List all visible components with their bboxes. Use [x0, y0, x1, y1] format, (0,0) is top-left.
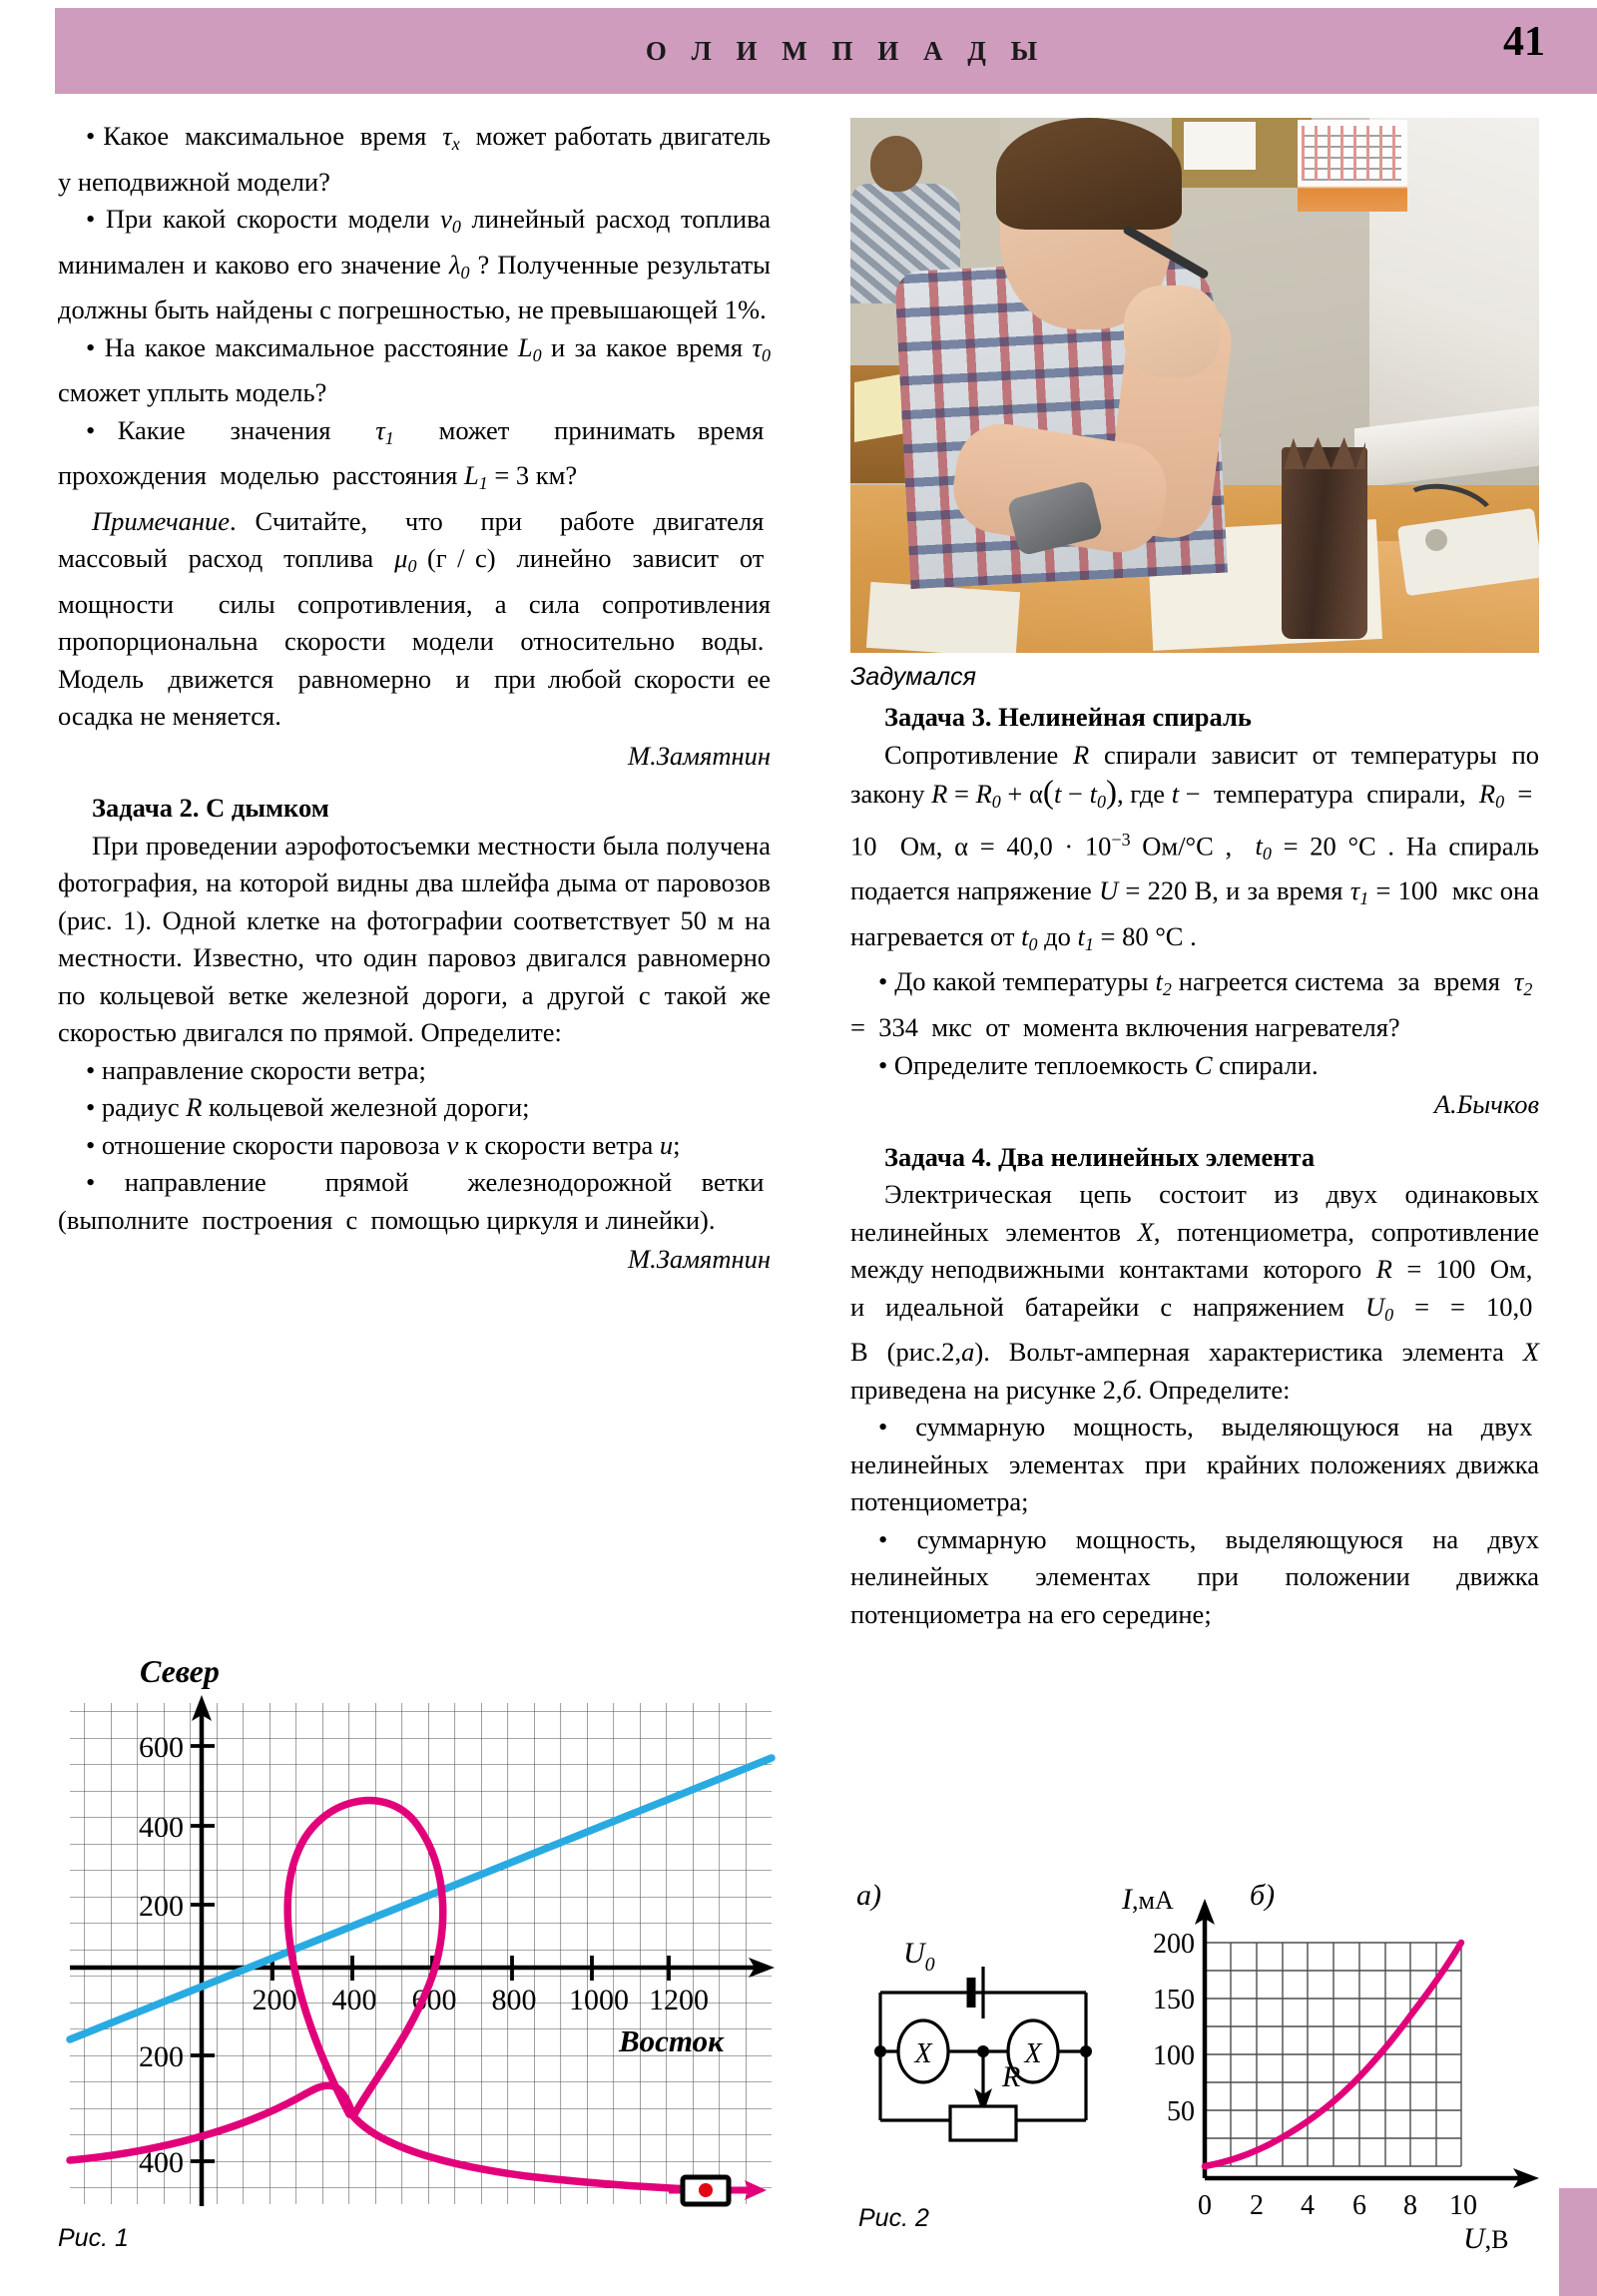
task2-bullet-4: • направление прямой железнодорожной ветки (выполните построения с помощью циркуля и линейки). [58, 1164, 771, 1239]
task2-heading: Задача 2. С дымком [92, 793, 329, 824]
axis-east-label: Восток [619, 2023, 724, 2058]
axis-north-label-text: Север [140, 1653, 220, 1689]
resistor-label: R [1002, 2060, 1021, 2093]
corner-accent-mark [1559, 2188, 1597, 2296]
svg-text:2: 2 [1250, 2190, 1264, 2221]
photo-student-hand [1124, 286, 1220, 377]
svg-text:50: 50 [1167, 2096, 1195, 2127]
task3-heading: Задача 3. Нелинейная спираль [884, 702, 1252, 732]
svg-text:8: 8 [1403, 2190, 1417, 2221]
svg-text:200: 200 [1153, 1929, 1195, 1960]
task4-body: Электрическая цепь состоит из двух одинаковых нелинейных элементов X, потенциометра, сопротивление между неподвижными контактами которого R = 100 Ом, и идеальной батарейки с напряжением $U_0$ = = 10,0 В (рис.2,а). Вольт-амперная характеристика элемента X приведена на рисунке 2,б. Определите: [850, 1179, 1540, 1405]
task2-bullet-2: • радиус R кольцевой железной дороги; [58, 1089, 771, 1127]
photo-background-student-head [870, 136, 922, 192]
junction-right [1080, 2045, 1092, 2057]
photo-board-paper [1184, 122, 1256, 170]
fig2-x-labels [1198, 2190, 1477, 2221]
figure-1-caption: Рис. 1 [58, 2224, 129, 2252]
photo-student-hair [996, 118, 1182, 230]
svg-text:600: 600 [411, 1984, 457, 2016]
left-column [58, 118, 771, 1279]
photo-student-thinking [850, 118, 1539, 653]
svg-text:200: 200 [252, 1984, 297, 2016]
task2-body: При проведении аэрофотосъемки местности была получена фотография, на которой видны два шлейфа дыма от паровозов (рис. 1). Одной клетке на фотографии соответствует 50 м на местности. Известно, что один паровоз двигался равномерно по кольцевой ветке железной дороги, а другой с такой же скоростью двигался по прямой. Определите: [58, 830, 771, 1048]
fig2-y-axis-title: I,мА [1122, 1883, 1174, 1916]
task2-bullet-3: • отношение скорости паровоза v к скорости ветра u; [58, 1127, 771, 1165]
locomotive-dot [699, 2183, 713, 2197]
element-label-left: X [914, 2038, 932, 2069]
task3-body: Сопротивление R спирали зависит от температуры по закону $R = R_0 + \alpha(t - t_0)$, где t − температура спирали, $R_0 = 10$ Ом, $\alpha = 40,0 \cdot 10^{-3}$ Ом/°С , $t_0 = 20$ °С . На спираль подается напряжение U = 220 В, и за время $\tau_1 = 100$ мкс она нагревается от $t_0$ до $t_1 = 80$ °С . [850, 739, 1540, 954]
svg-text:800: 800 [491, 1984, 537, 2016]
circuit-source-label: $U_0$ [903, 1937, 935, 1976]
figure-1-svg [58, 1685, 777, 2264]
task4-bullet-2: • суммарную мощность, выделяющуюся на двух нелинейных элементах при положении движка потенциометра на его середине; [850, 1521, 1539, 1634]
task1-bullet-2: • При какой скорости модели $v_0$ линейный расход топлива минимален и каково его значение $\lambda_0$ ? Полученные результаты должны быть найдены с погрешностью, не превышающей 1%. [58, 201, 771, 329]
svg-text:400: 400 [139, 2146, 184, 2179]
right-column [850, 699, 1539, 1633]
svg-text:600: 600 [139, 1731, 184, 1764]
photo-dark-cylinder [1282, 447, 1367, 639]
svg-text:1000: 1000 [569, 1984, 629, 2016]
author-line-2: М.Замятнин [628, 1244, 771, 1275]
figure-2 [850, 1877, 1589, 2256]
task4-bullet-1: • суммарную мощность, выделяющуюся на двух нелинейных элементах при крайних положениях движка потенциометра; [850, 1409, 1539, 1521]
task2-bullet-1: • направление скорости ветра; [58, 1052, 771, 1090]
task1-bullet-4: • Какие значения $\tau_1$ может принимать время прохождения моделью расстояния $L_1 = 3$ км? [58, 412, 771, 503]
resistor-box [950, 2106, 1016, 2140]
svg-text:400: 400 [139, 1811, 184, 1844]
task3-bullet-1: • До какой температуры $t_2$ нагреется система за время $\tau_2 = 334$ мкс от момента включения нагревателя? [850, 963, 1539, 1046]
grid [70, 1703, 772, 2204]
svg-text:400: 400 [331, 1984, 377, 2016]
author-line-1: М.Замятнин [628, 740, 771, 771]
page-title: О Л И М П И А Д Ы [645, 35, 1047, 66]
svg-text:0: 0 [1198, 2190, 1212, 2221]
task3-bullet-2: • Определите теплоемкость C спирали. [850, 1047, 1539, 1085]
svg-text:100: 100 [1153, 2040, 1195, 2071]
svg-text:6: 6 [1352, 2190, 1366, 2221]
task1-note: Примечание. Считайте, что при работе двигателя массовый расход топлива $\mu_0$ (г / с) линейно зависит от мощности силы сопротивления, а сила сопротивления пропорциональна скорости модели относительно воды. Модель движется равномерно и при любой скорости ее осадка не меняется. [58, 505, 771, 732]
figure-2-caption: Рис. 2 [858, 2204, 929, 2232]
photo-paper-sheet-2 [866, 582, 1020, 653]
fig2-grid [1205, 1943, 1461, 2166]
svg-text:4: 4 [1301, 2190, 1315, 2221]
task4-heading: Задача 4. Два нелинейных элемента [884, 1141, 1316, 1172]
page-number: 41 [1503, 19, 1545, 65]
junction-left [874, 2045, 886, 2057]
figure-2-svg [850, 1877, 1589, 2256]
task1-bullet-3: • На какое максимальное расстояние $L_0$ и за какое время $\tau_0$ сможет уплыть модель? [58, 329, 771, 412]
svg-text:200: 200 [139, 2040, 184, 2073]
element-label-right: X [1024, 2038, 1042, 2069]
photo-calendar-grid [1302, 126, 1401, 181]
task1-bullet-1: • Какое максимальное время $\tau_x$ может работать двигатель у неподвижной модели? [58, 118, 771, 201]
figure-1-chart [58, 1653, 777, 2264]
fig2-x-axis-title: U,В [1463, 2222, 1509, 2255]
photo-caption: Задумался [850, 663, 977, 691]
svg-text:150: 150 [1153, 1985, 1195, 2015]
fig2-part-b-label: б) [1250, 1879, 1276, 1912]
fig2-y-labels [1153, 1929, 1195, 2127]
author-line-3: А.Бычков [1433, 1089, 1539, 1120]
header-band [55, 8, 1597, 94]
note-label: Примечание [92, 505, 231, 536]
svg-text:1200: 1200 [649, 1984, 709, 2016]
svg-text:200: 200 [139, 1890, 184, 1923]
svg-text:10: 10 [1449, 2190, 1477, 2221]
fig2-part-a-label: а) [856, 1879, 881, 1912]
